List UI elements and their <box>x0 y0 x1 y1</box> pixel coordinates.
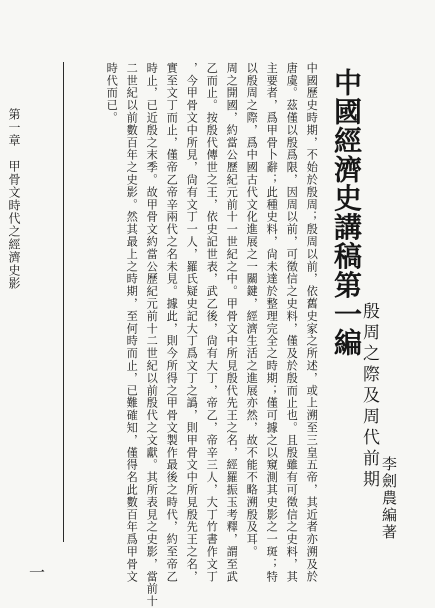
body-column: ，今甲骨文中所見，尙有文丁一人，羅氏疑史記大丁爲文丁之譌，則甲骨文中所見殷先王之名， <box>185 62 199 583</box>
body-column: 實至文丁而止，僅帝乙帝辛兩代之名未見。據此，則今所得之甲骨文製作最後之時代，約至帝乙 <box>165 62 179 583</box>
body-column: 時代而已。 <box>105 62 119 124</box>
body-column: 二世紀以前數百年之史影。然其最上之時期，至何時而止，已難確知，僅得名此數百年爲甲骨文 <box>125 62 139 583</box>
subtitle: 殷周之際及周代前期 <box>359 302 379 491</box>
chapter-running-head: 第一章 甲骨文時代之經濟史影 <box>7 108 21 290</box>
author-byline: 李劍農編著 <box>380 456 398 541</box>
column-divider-rule <box>63 62 64 542</box>
body-column: 乙而止。按殷代傳世之王，依史記世表，武乙後，尙有大丁，帝乙，帝辛三人，大丁竹書作文丁 <box>205 62 219 583</box>
book-title: 中國經濟史講稿第一編 <box>330 68 363 357</box>
page-number: 一 <box>28 563 45 582</box>
body-column: 周之開國，約當公歷紀元前十一世紀之中。甲骨文中所見殷代先王之名，經羅振玉考釋，謂至武 <box>225 62 239 583</box>
body-column: 時止，已近殷之末季。故甲骨文約當公歷紀元前十二世紀以前殷代之文獻。其所表見之史影，當前十 <box>145 62 159 608</box>
body-column: 以殷周之際，爲中國古代文化進展之一關鍵，經濟生活之進展亦然，故不能不略溯殷及耳。 <box>245 62 259 558</box>
body-column: 中國歷史時期，不始於殷周；殷周以前，依舊史家之所述，或上溯至三皇五帝，其近者亦溯及於 <box>305 62 319 583</box>
body-column: 唐虞。茲僅以殷爲限，因周以前，可徵信之史料，僅及於殷而止也。且殷雖有可徵信之史料，其 <box>285 62 299 583</box>
body-column: 主要者，爲甲骨卜辭；此種史料，尙未達於整理完全之時期；僅可據之以窺測其史影之一斑；特 <box>265 62 279 583</box>
